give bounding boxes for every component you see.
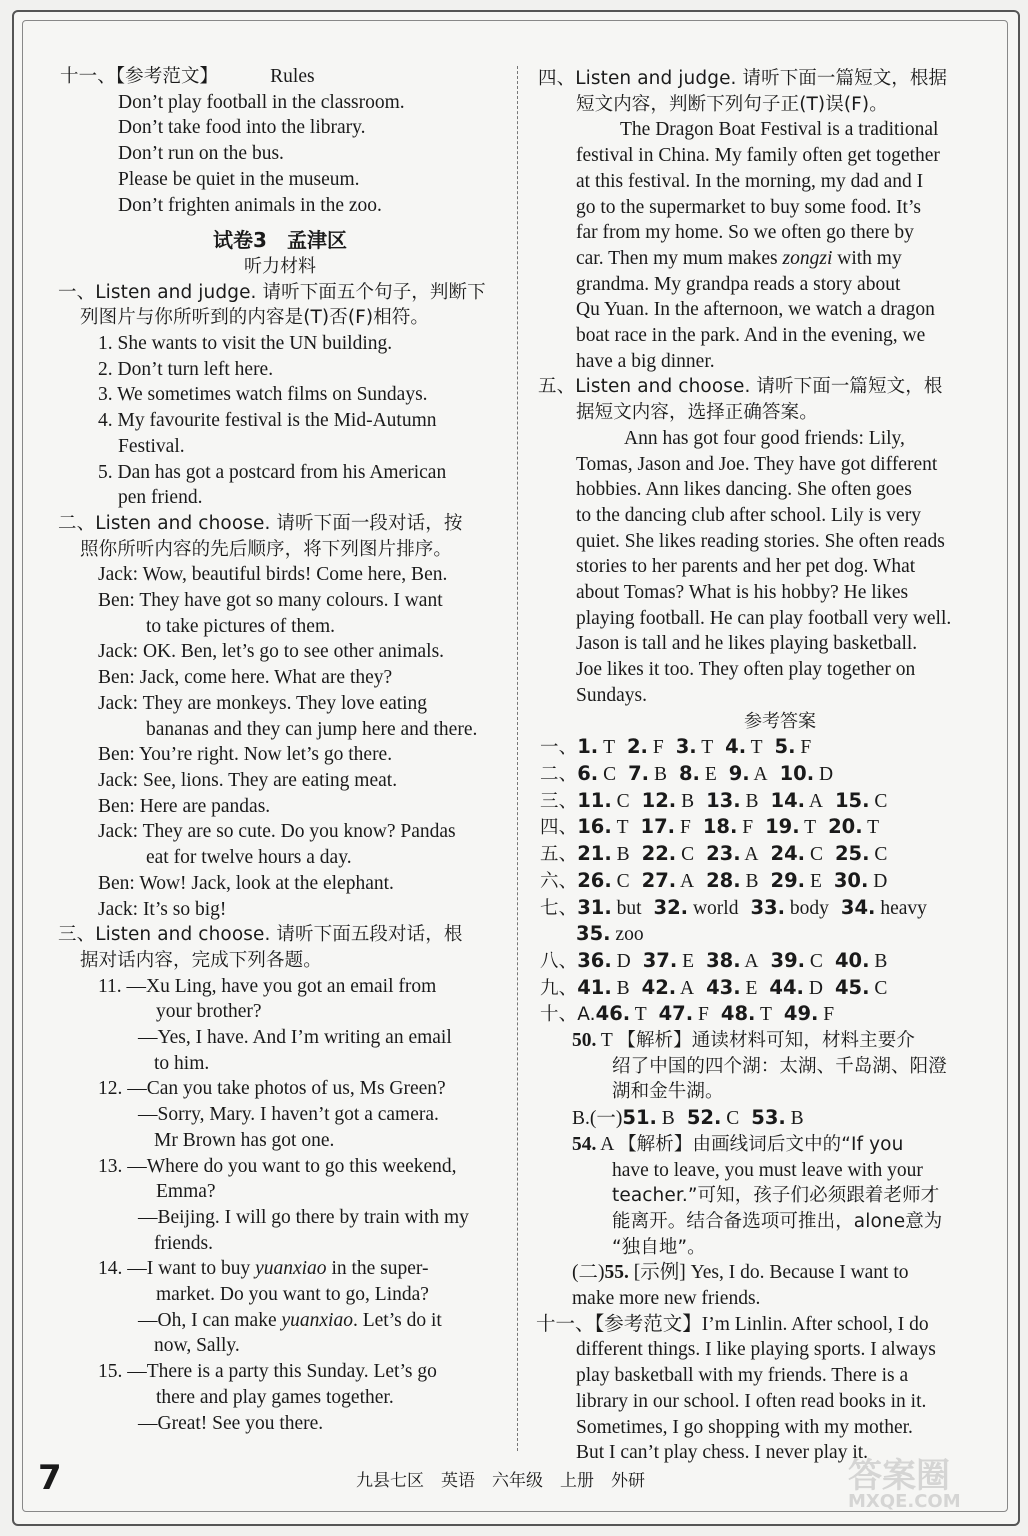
dialogue-line-cont: your brother? — [156, 1001, 262, 1023]
answer-number: 14. — [770, 788, 806, 812]
passage-line: Sundays. — [576, 684, 647, 706]
answer-number: 8. — [678, 761, 700, 785]
answer-row — [540, 921, 980, 948]
answer-essay: 十一、【参考范文】I’m Linlin. After school, I do — [536, 1313, 929, 1335]
answer-number: 25. — [834, 842, 870, 866]
answer-row — [540, 975, 980, 1002]
dialogue-line: —Beijing. I will go there by train with my — [138, 1206, 469, 1228]
dialogue-line: Jack: Wow, beautiful birds! Come here, Ben. — [98, 564, 448, 586]
answer-value: C — [869, 844, 888, 866]
dialogue-line: Jack: See, lions. They are eating meat. — [98, 769, 398, 791]
answer-number: 15. — [834, 788, 870, 812]
answer-row-prefix: 七、 — [540, 897, 578, 919]
answer-54-cont: teacher.”可知，孩子们必须跟着老师才 — [612, 1185, 940, 1207]
answer-value: T — [799, 817, 817, 839]
answer-number: 11. — [577, 788, 612, 812]
answer-value: D — [803, 977, 823, 999]
answer-value: A — [805, 790, 823, 812]
answer-row-prefix: B.(一) — [572, 1108, 623, 1130]
answer-number: 16. — [577, 815, 612, 839]
answer-row — [540, 948, 980, 975]
answer-value: D — [868, 870, 888, 892]
answer-50-cont: 湖和金牛湖。 — [612, 1081, 724, 1103]
answer-value: D — [611, 950, 631, 972]
answer-row — [540, 868, 980, 895]
passage-line: Tomas, Jason and Joe. They have got different — [576, 453, 938, 475]
answer-number: 45. — [834, 975, 870, 999]
list-item-cont: Festival. — [118, 435, 185, 457]
answer-number: 18. — [702, 815, 738, 839]
answer-54-cont: “独自地”。 — [612, 1236, 706, 1258]
answer-number: 51. — [622, 1106, 657, 1130]
answer-number: 29. — [770, 868, 806, 892]
dialogue-line: Jack: OK. Ben, let’s go to see other animals. — [98, 641, 445, 663]
answer-number: 46. — [595, 1002, 631, 1026]
dialogue-line-cont: now, Sally. — [154, 1335, 240, 1357]
passage-line: stories to her parents and her pet dog. What — [576, 556, 916, 578]
answer-essay-line: library in our school. I often read books in it. — [576, 1390, 927, 1412]
answer-row — [540, 734, 980, 761]
answer-number: 47. — [658, 1002, 694, 1026]
list-item-cont: pen friend. — [118, 487, 203, 509]
section-4-heading-cont: 短文内容，判断下列句子正(T)误(F)。 — [576, 93, 888, 115]
passage-line: playing football. He can play football very well. — [576, 607, 952, 629]
answer-value: C — [611, 790, 630, 812]
answer-value: F — [818, 1004, 835, 1026]
column-divider — [517, 66, 518, 1451]
answer-number: 7. — [628, 761, 650, 785]
answer-row-prefix: 六、 — [540, 870, 578, 892]
passage-line: Jason is tall and he likes playing basketball. — [576, 633, 918, 655]
dialogue-line: 12. —Can you take photos of us, Ms Green? — [98, 1078, 446, 1100]
answer-number: 44. — [769, 975, 804, 999]
dialogue-line: Ben: Jack, come here. What are they? — [98, 667, 393, 689]
passage-line: Ann has got four good friends: Lily, — [624, 427, 905, 449]
section-3-heading-cont: 据对话内容，完成下列各题。 — [80, 949, 322, 971]
answer-number: 24. — [770, 842, 806, 866]
answer-value: B — [656, 1108, 675, 1130]
answer-number: 38. — [706, 948, 741, 972]
answer-value: A — [749, 763, 768, 785]
answer-value: E — [740, 977, 758, 999]
answer-number: 37. — [642, 948, 678, 972]
answer-number: 13. — [706, 788, 741, 812]
dialogue-line-cont: friends. — [154, 1232, 214, 1254]
answer-number: 48. — [720, 1002, 756, 1026]
rule-line: Please be quiet in the museum. — [118, 168, 360, 190]
answer-value: B — [740, 790, 759, 812]
answer-number: 27. — [641, 868, 677, 892]
answer-number: 39. — [770, 948, 806, 972]
passage-line: festival in China. My family often get together — [576, 145, 940, 167]
answer-50-cont: 绍了中国的四个湖：太湖、千岛湖、阳澄 — [612, 1055, 947, 1077]
dialogue-line-cont: Emma? — [156, 1181, 216, 1203]
section-1-heading-cont: 列图片与你所听到的内容是(T)否(F)相符。 — [80, 307, 430, 329]
answer-54-cont: have to leave, you must leave with your — [612, 1159, 923, 1181]
answer-row — [540, 895, 980, 922]
passage-line: boat race in the park. And in the evening, we — [576, 325, 926, 347]
passage-line: to the dancing club after school. Lily is very — [576, 504, 921, 526]
answer-55-cont: make more new friends. — [572, 1288, 761, 1310]
answer-number: 23. — [706, 842, 741, 866]
answer-value: A — [676, 870, 695, 892]
answer-value: world — [688, 897, 739, 919]
answer-value: F — [693, 1004, 709, 1026]
dialogue-line: —Great! See you there. — [138, 1412, 324, 1434]
section-3-heading: 三、Listen and choose. 请听下面五段对话，根 — [58, 924, 463, 946]
section-11-heading: 十一、【参考范文】 Rules — [60, 66, 315, 87]
answer-number: 10. — [779, 761, 815, 785]
left-column — [60, 64, 500, 1436]
list-item: 1. She wants to visit the UN building. — [98, 333, 393, 355]
passage-line: have a big dinner. — [576, 350, 715, 372]
section-1-heading: 一、Listen and judge. 请听下面五个句子，判断下 — [58, 281, 486, 303]
answer-row-prefix: 二、 — [540, 763, 578, 785]
answer-value: B — [740, 870, 759, 892]
answer-value: A — [740, 950, 759, 972]
answer-row — [540, 761, 980, 788]
list-item: 4. My favourite festival is the Mid-Autumn — [98, 410, 437, 432]
answer-row-B — [540, 1105, 980, 1132]
section-2-heading-cont: 照你所听内容的先后顺序，将下列图片排序。 — [80, 538, 453, 560]
answer-row — [540, 1001, 980, 1028]
answer-row-prefix: 九、 — [540, 977, 578, 999]
dialogue-line-cont: to him. — [154, 1052, 210, 1074]
answer-value: B — [869, 950, 888, 972]
answer-value: C — [721, 1108, 740, 1130]
answer-number: 52. — [686, 1106, 722, 1130]
rule-line: Don’t frighten animals in the zoo. — [118, 194, 382, 216]
page-number: 7 — [38, 1458, 62, 1498]
dialogue-line: Jack: They are monkeys. They love eating — [98, 692, 428, 714]
answer-row-prefix: 一、 — [540, 737, 578, 759]
answer-number: 4. — [725, 735, 747, 759]
dialogue-line: 11. —Xu Ling, have you got an email from — [98, 975, 437, 997]
passage-line: hobbies. Ann likes dancing. She often goes — [576, 479, 912, 501]
answer-value: C — [869, 977, 888, 999]
answer-number: 40. — [834, 948, 870, 972]
answer-number: 35. — [576, 922, 611, 946]
answer-essay-line: different things. I like playing sports. I always — [576, 1339, 936, 1361]
answer-number: 3. — [675, 735, 697, 759]
dialogue-line: Ben: You’re right. Now let’s go there. — [98, 744, 393, 766]
answer-essay-line: Sometimes, I go shopping with my mother. — [576, 1416, 913, 1438]
answer-row-prefix: 八、 — [540, 950, 578, 972]
list-item: 2. Don’t turn left here. — [98, 358, 274, 380]
answer-value: B — [611, 977, 630, 999]
dialogue-line-cont: Mr Brown has got one. — [154, 1129, 335, 1151]
section-5-heading-cont: 据短文内容，选择正确答案。 — [576, 402, 818, 424]
answer-number: 33. — [750, 895, 786, 919]
dialogue-line: Ben: Wow! Jack, look at the elephant. — [98, 872, 394, 894]
paper-title: 试卷3 孟津区 — [213, 228, 347, 253]
answer-value: B — [611, 844, 630, 866]
dialogue-line: —Oh, I can make yuanxiao. Let’s do it — [138, 1309, 442, 1331]
rule-line: Don’t play football in the classroom. — [118, 91, 405, 113]
answer-essay-line: play basketball with my friends. There is a — [576, 1365, 909, 1387]
answer-number: 5. — [774, 735, 796, 759]
dialogue-line: 14. —I want to buy yuanxiao in the super- — [98, 1258, 429, 1280]
dialogue-line: —Yes, I have. And I’m writing an email — [138, 1027, 452, 1049]
answer-55: (二)55. [示例] Yes, I do. Because I want to — [572, 1262, 909, 1284]
answer-value: D — [814, 763, 834, 785]
passage-line: car. Then my mum makes zongzi with my — [576, 247, 902, 269]
answer-number: 12. — [641, 788, 677, 812]
answer-number: 17. — [640, 815, 676, 839]
answer-number: 42. — [641, 975, 677, 999]
answer-row-prefix: 三、 — [540, 790, 578, 812]
answer-value: C — [805, 844, 823, 866]
passage-line: Joe likes it too. They often play together on — [576, 659, 916, 681]
answer-value: B — [649, 763, 667, 785]
rule-line: Don’t run on the bus. — [118, 143, 284, 165]
answer-number: 41. — [577, 975, 612, 999]
answer-value: C — [611, 870, 630, 892]
answer-number: 26. — [577, 868, 612, 892]
answer-row — [540, 788, 980, 815]
answer-value: T — [746, 737, 763, 759]
answer-value: F — [795, 737, 812, 759]
answer-54-cont: 能离开。结合备选项可推出，alone意为 — [612, 1210, 943, 1232]
answer-value: C — [598, 763, 617, 785]
answer-row — [540, 841, 980, 868]
answer-value: B — [785, 1108, 804, 1130]
answer-row-prefix: 五、 — [540, 844, 578, 866]
right-column — [536, 66, 980, 1466]
answer-number: 32. — [653, 895, 689, 919]
dialogue-line: Ben: Here are pandas. — [98, 795, 271, 817]
list-item: 3. We sometimes watch films on Sundays. — [98, 384, 428, 406]
answer-value: T — [755, 1004, 772, 1026]
answer-value: F — [737, 817, 754, 839]
answer-value: C — [869, 790, 888, 812]
dialogue-line: —Sorry, Mary. I haven’t got a camera. — [138, 1104, 439, 1126]
answer-value: T — [862, 817, 880, 839]
dialogue-line-cont: bananas and they can jump here and there. — [146, 718, 478, 740]
answer-value: E — [805, 870, 822, 892]
answer-number: 20. — [828, 815, 863, 839]
answer-list — [540, 734, 980, 1028]
answer-row — [540, 814, 980, 841]
dialogue-line: 15. —There is a party this Sunday. Let’s go — [98, 1361, 437, 1383]
passage-line: go to the supermarket to buy some food. It’s — [576, 196, 921, 218]
dialogue-line-cont: there and play games together. — [156, 1386, 394, 1408]
watermark-logo: 答案圈 MXQE.COM — [848, 1456, 961, 1512]
answer-number: 36. — [577, 948, 612, 972]
answer-value: but — [611, 897, 642, 919]
answer-value: B — [676, 790, 695, 812]
passage-line: quiet. She likes reading stories. She often reads — [576, 530, 945, 552]
answer-value: A — [676, 977, 695, 999]
answer-number: 43. — [706, 975, 741, 999]
dialogue-line: Ben: They have got so many colours. I want — [98, 590, 443, 612]
answer-value: A — [740, 844, 759, 866]
answer-number: 22. — [641, 842, 677, 866]
section-2-heading: 二、Listen and choose. 请听下面一段对话，按 — [58, 512, 463, 534]
passage-line: about Tomas? What is his hobby? He likes — [576, 582, 909, 604]
section-5-heading: 五、Listen and choose. 请听下面一篇短文，根 — [538, 376, 943, 398]
dialogue-line: Jack: They are so cute. Do you know? Pandas — [98, 821, 456, 843]
answer-number: 21. — [577, 842, 612, 866]
answer-row-prefix: 四、 — [540, 817, 578, 839]
answer-number: 53. — [751, 1106, 786, 1130]
dialogue-line: 13. —Where do you want to go this weekend, — [98, 1155, 457, 1177]
list-item: 5. Dan has got a postcard from his American — [98, 461, 447, 483]
passage-line: grandma. My grandpa reads a story about — [576, 273, 901, 295]
answer-number: 9. — [728, 761, 750, 785]
answer-number: 28. — [706, 868, 741, 892]
answer-value: F — [647, 737, 664, 759]
dialogue-line: Jack: It’s so big! — [98, 898, 227, 920]
answer-row-prefix: 十、A. — [540, 1004, 596, 1026]
footer-text: 九县七区 英语 六年级 上册 外研 — [356, 1471, 645, 1491]
answer-50: 50. T 【解析】通读材料可知，材料主要介 — [572, 1030, 915, 1052]
answer-value: C — [805, 950, 823, 972]
answer-value: E — [699, 763, 717, 785]
dialogue-line-cont: eat for twelve hours a day. — [146, 847, 352, 869]
section-4-heading: 四、Listen and judge. 请听下面一篇短文，根据 — [538, 68, 948, 89]
answer-value: heavy — [875, 897, 927, 919]
answers-title: 参考答案 — [744, 710, 816, 732]
answer-value: T — [598, 737, 615, 759]
answer-number: 31. — [577, 895, 612, 919]
passage-line: far from my home. So we often go there by — [576, 222, 914, 244]
answer-number: 30. — [833, 868, 869, 892]
passage-line: at this festival. In the morning, my dad and I — [576, 170, 924, 192]
dialogue-line-cont: market. Do you want to go, Linda? — [156, 1284, 429, 1306]
answer-number: 49. — [783, 1002, 819, 1026]
answer-value: C — [676, 844, 695, 866]
answer-number: 6. — [577, 761, 599, 785]
answer-value: F — [675, 817, 691, 839]
answer-value: E — [677, 950, 695, 972]
answer-number: 19. — [765, 815, 800, 839]
answer-value: T — [611, 817, 629, 839]
passage-line: Qu Yuan. In the afternoon, we watch a dragon — [576, 299, 935, 321]
answer-number: 1. — [577, 735, 599, 759]
answer-value: T — [630, 1004, 647, 1026]
paper-subtitle: 听力材料 — [244, 255, 316, 277]
answer-value: body — [785, 897, 829, 919]
dialogue-line-cont: to take pictures of them. — [146, 615, 335, 637]
answer-number: 2. — [626, 735, 648, 759]
passage-line: The Dragon Boat Festival is a traditional — [620, 119, 939, 141]
answer-54: 54. A 【解析】由画线词后文中的“If you — [572, 1133, 904, 1155]
answer-essay-line: But I can’t play chess. I never play it. — [576, 1442, 869, 1464]
answer-value: T — [696, 737, 714, 759]
rule-line: Don’t take food into the library. — [118, 117, 366, 139]
answer-number: 34. — [840, 895, 876, 919]
answer-value: zoo — [610, 924, 644, 946]
